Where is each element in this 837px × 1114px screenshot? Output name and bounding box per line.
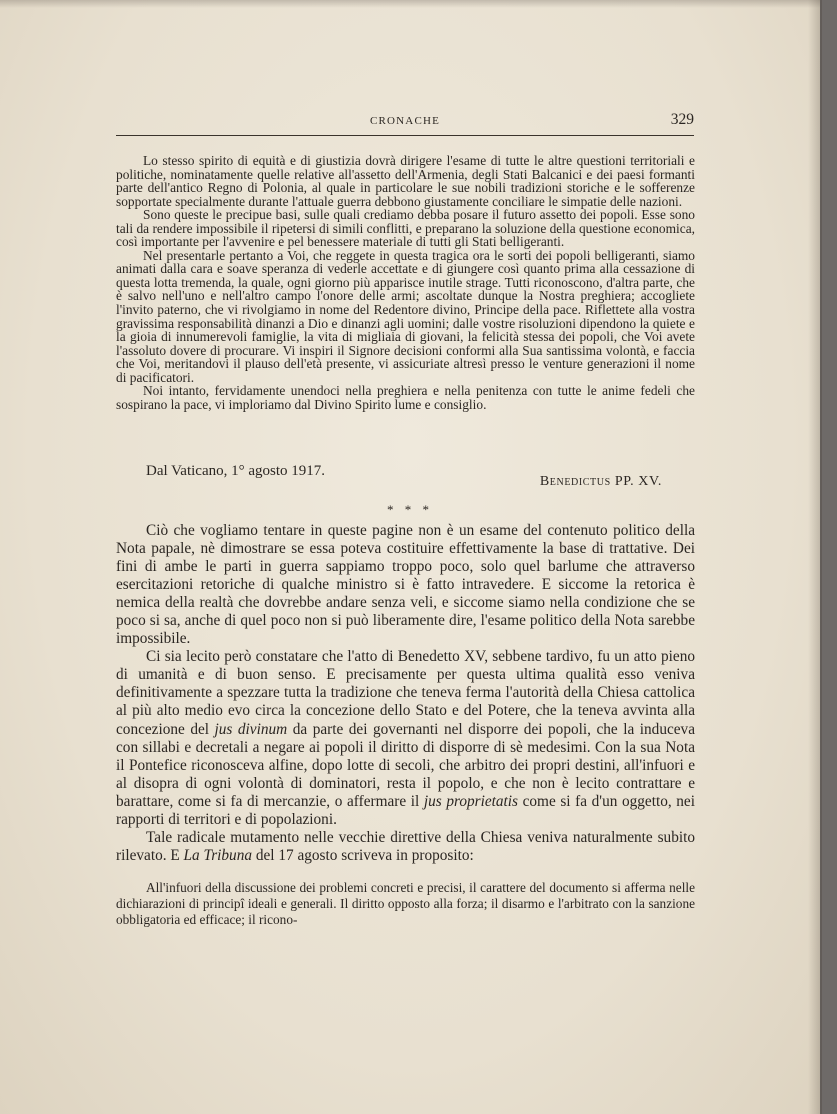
italic-term: jus proprietatis	[423, 792, 519, 810]
essay-paragraph-text: Ciò che vogliamo tentare in queste pagine non è un esame del contenuto politico della Nota papale, nè dimostrare se essa poteva costituire effettivamente la base di trattative. Dei fini di ambe le parti in guerra sappiamo troppo poco, solo quel barlume che attraverso esercitazioni retoriche di qualche ministro si è fatto intravedere. E siccome la retorica è nemica della realtà che dovrebbe andare senza veli, e siccome siamo nella condizione che se poco si sa, anche di quel poco non si può liberamente dire, l'esame politico della Nota sarebbe impossibile.	[116, 522, 695, 648]
running-head: CRONACHE	[369, 115, 441, 127]
quote-paragraph: All'infuori della discussione dei problemi concreti e precisi, il carattere del documento si afferma nelle dichiarazioni di principî ideali e generali. Il diritto opposto alla forza; il disarmo e l'arbitrato con la sanzione obbligatoria ed efficace; il ricono-	[116, 880, 695, 927]
page-header	[116, 113, 694, 136]
papal-note-excerpt	[116, 154, 695, 411]
letter-paragraph: Sono queste le precipue basi, sulle quali crediamo debba posare il futuro assetto dei popoli. Esse sono tali da rendere impossibile il ripetersi di simili conflitti, e preparano la soluzione della questione economica, così importante per l'avvenire e pel benessere materiale di tutti gli Stati belligeranti.	[116, 207, 695, 250]
essay-paragraph	[116, 829, 695, 865]
italic-term: jus divinum	[214, 720, 288, 738]
page-top-edge	[0, 0, 820, 8]
signature: Benedictus PP. XV.	[539, 474, 662, 489]
essay-paragraph	[116, 522, 695, 648]
essay-paragraph	[116, 648, 695, 828]
letter-paragraph: Lo stesso spirito di equità e di giustizia dovrà dirigere l'esame di tutte le altre questioni territoriali e politiche, nominatamente quelle relative all'assetto dell'Armenia, degli Stati Balcanici e dei paesi formanti parte dell'antico Regno di Polonia, al quale in particolare le sue nobili tradizioni storiche e le sofferenze sopportate specialmente durante l'attuale guerra debbono giustamente conciliare le simpatie delle nazioni.	[116, 153, 695, 209]
essay-body	[116, 522, 695, 865]
essay-paragraph-text: Tale radicale mutamento nelle vecchie direttive della Chiesa veniva naturalmente subito rilevato. E La Tribuna del 17 agosto scriveva in proposito:	[116, 828, 695, 864]
page-edge-shadow	[808, 0, 822, 1114]
dateline: Dal Vaticano, 1° agosto 1917.	[146, 463, 326, 479]
quoted-passage	[116, 880, 695, 928]
letter-paragraph: Noi intanto, fervidamente unendoci nella preghiera e nella penitenza con tutte le anime fedeli che sospirano la pace, vi imploriamo dal Divino Spirito lume e consiglio.	[116, 383, 695, 412]
page-number: 329	[670, 111, 694, 128]
italic-term: La Tribuna	[183, 846, 252, 864]
section-separator: * * *	[387, 502, 433, 517]
essay-paragraph-text: Ci sia lecito però constatare che l'atto di Benedetto XV, sebbene tardivo, fu un atto pieno di umanità e di buon senso. E precisamente per questa ultima qualità esso veniva definitivamente a spezzare tutta la tradizione che teneva ferma l'autorità della Chiesa cattolica al più alto medio evo circa la concezione dello Stato e del Potere, che la teneva avvinta alla concezione del jus divinum da parte dei governanti nel disporre dei popoli, che la induceva con sillabi e decretali a negare ai popoli il diritto di disporre di sè medesimi. Con la sua Nota il Pontefice riconosceva alfine, dopo lotte di secoli, che arbitro dei propri destini, all'infuori e al disopra di ogni volontà di dominatori, resta il popolo, e che non è lecito contrattare e barattare, come si fa di mercanzie, o affermare il jus proprietatis come si fa d'un oggetto, nei rapporti di territori e di popolazioni.	[116, 648, 695, 828]
letter-paragraph: Nel presentarle pertanto a Voi, che reggete in questa tragica ora le sorti dei popoli belligeranti, siamo animati dalla cara e soave speranza di vederle accettate e di giungere così quanto prima alla cessazione di questa lotta tremenda, la quale, ogni giorno più apparisce inutile strage. Tutti riconoscono, d'altra parte, che è salvo nell'uno e nell'altro campo l'onore delle armi; ascoltate dunque la Nostra preghiera; accogliete l'invito paterno, che vi rivolgiamo in nome del Redentore divino, Principe della pace. Riflettete alla vostra gravissima responsabilità dinanzi a Dio e dinanzi agli uomini; dalle vostre risoluzioni dipendono la quiete e la gioia di innumerevoli famiglie, la vita di migliaia di giovani, la felicità stessa dei popoli, che Voi avete l'assoluto dovere di procurare. Vi inspiri il Signore decisioni conformi alla Sua santissima volontà, e faccia che Voi, meritandovi il plauso dell'età presente, vi assicuriate altresì presso le venture generazioni il nome di pacificatori.	[116, 247, 695, 385]
